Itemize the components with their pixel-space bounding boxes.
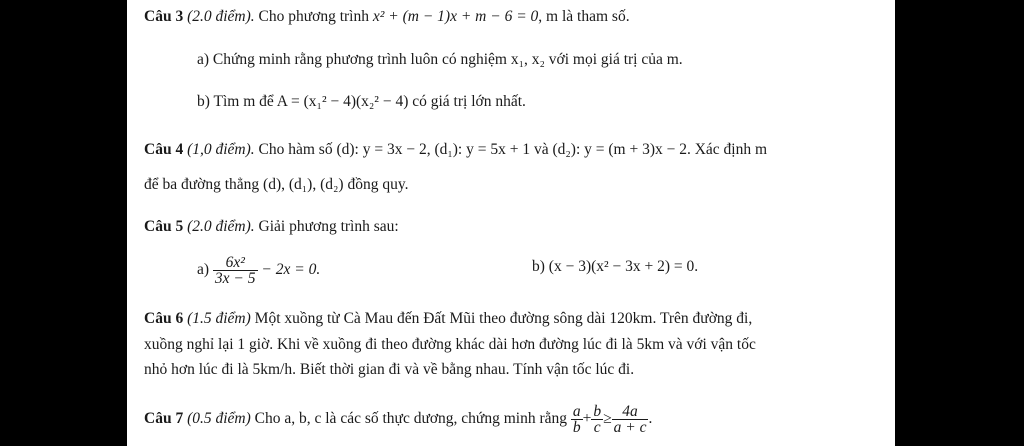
question-text: Cho a, b, c là các số thực dương, chứng minh rằng xyxy=(254,410,567,428)
fraction-denominator: b xyxy=(572,419,581,436)
question-points: (2.0 điểm). xyxy=(187,8,255,25)
fraction-numerator: 4a xyxy=(612,404,649,420)
question-text: Giải phương trình sau: xyxy=(258,218,399,235)
question-points: (0.5 điểm) xyxy=(187,410,251,428)
question-3b: b) Tìm m để A = (x₁² − 4)(x₂² − 4) có giá trị lớn nhất. xyxy=(197,93,526,110)
question-5-header xyxy=(144,217,399,237)
question-points: (1.5 điểm) xyxy=(187,310,251,327)
question-label: Câu 4 xyxy=(144,141,184,158)
question-6-line-1 xyxy=(144,309,752,329)
question-points: (1,0 điểm). xyxy=(187,141,255,158)
question-points: (2.0 điểm). xyxy=(187,218,255,235)
question-6-line-2: xuồng nghỉ lại 1 giờ. Khi về xuồng đi theo đường khác dài hơn đường lúc đi là 5km và với vận tốc xyxy=(144,336,756,353)
fraction-denominator: 3x − 5 xyxy=(214,270,256,287)
fraction-denominator: c xyxy=(593,419,601,436)
fraction-denominator: a + c xyxy=(613,419,647,436)
question-text: Cho phương trình xyxy=(258,8,369,25)
period: . xyxy=(648,410,653,428)
question-6-line-3: nhỏ hơn lúc đi là 5km/h. Biết thời gian đi và về bằng nhau. Tính vận tốc lúc đi. xyxy=(144,361,635,378)
fraction-numerator: b xyxy=(593,403,602,420)
inequality-sign: ≥ xyxy=(603,410,612,428)
fraction-numerator: a xyxy=(572,403,581,420)
fraction-numerator: 6x² xyxy=(213,255,258,271)
question-3-header xyxy=(144,7,630,27)
plus-sign: + xyxy=(582,410,592,428)
question-7 xyxy=(144,404,652,435)
fraction xyxy=(213,255,258,286)
question-label: Câu 7 xyxy=(144,410,184,428)
question-4-line-2: để ba đường thẳng (d), (d₁), (d₂) đồng quy. xyxy=(144,176,409,193)
question-4-line-1 xyxy=(144,140,767,160)
question-label: Câu 6 xyxy=(144,310,184,327)
equation: x² + (m − 1)x + m − 6 = 0 xyxy=(372,8,539,25)
question-text-tail: , m là tham số. xyxy=(538,8,630,25)
fraction xyxy=(591,404,603,435)
fraction xyxy=(571,404,583,435)
question-label: Câu 3 xyxy=(144,8,184,25)
question-text: Một xuồng từ Cà Mau đến Đất Mũi theo đường sông dài 120km. Trên đường đi, xyxy=(254,310,753,327)
part-label: a) xyxy=(197,261,210,279)
question-3a: a) Chứng minh rằng phương trình luôn có nghiệm x₁, x₂ với mọi giá trị của m. xyxy=(197,51,683,68)
question-text: Cho hàm số (d): y = 3x − 2, (d₁): y = 5x + 1 và (d₂): y = (m + 3)x − 2. Xác định m xyxy=(258,141,768,158)
fraction xyxy=(612,404,649,435)
equation-tail: − 2x = 0. xyxy=(261,261,321,279)
document-page xyxy=(127,0,895,446)
question-5a xyxy=(197,255,320,286)
question-5b: b) (x − 3)(x² − 3x + 2) = 0. xyxy=(532,258,699,275)
question-label: Câu 5 xyxy=(144,218,184,235)
